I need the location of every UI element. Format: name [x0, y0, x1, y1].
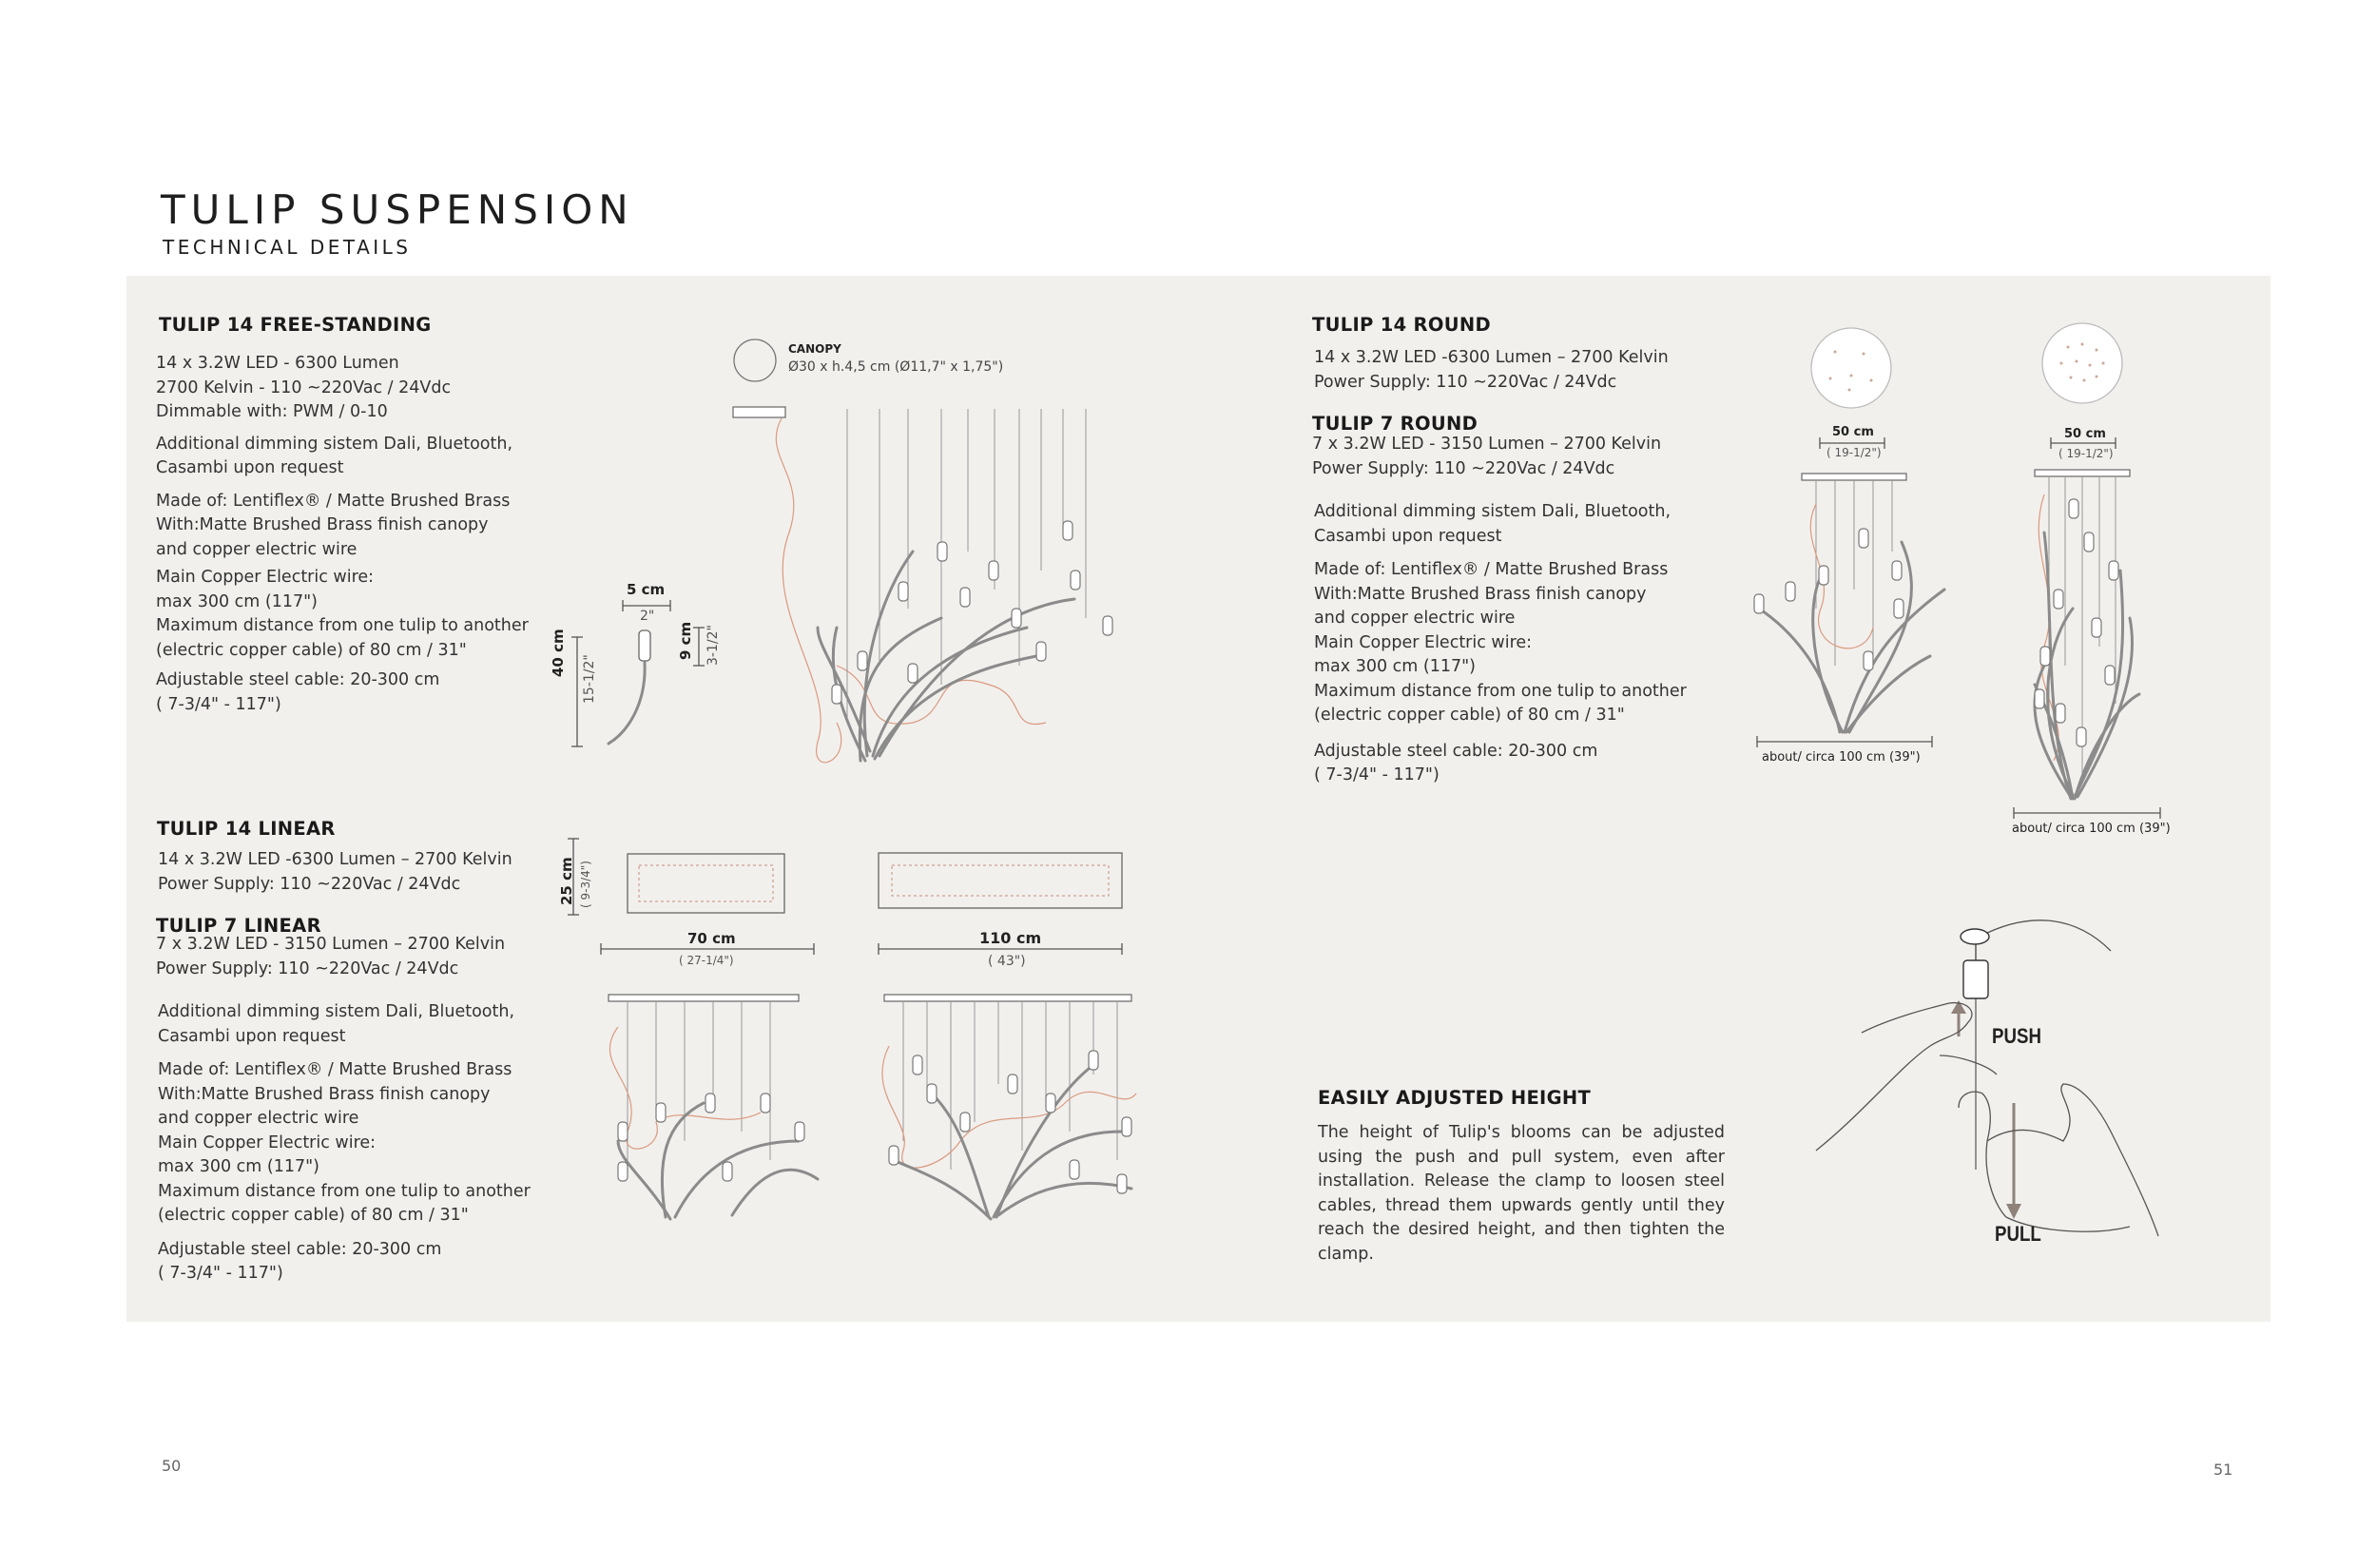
spec-line: max 300 cm (117") [1314, 657, 1476, 676]
round-7-specs [1312, 433, 1661, 481]
spec-line: Power Supply: 110 ~220Vac / 24Vdc [156, 958, 459, 978]
spec-line: Power Supply: 110 ~220Vac / 24Vdc [158, 874, 461, 894]
spec-line: Main Copper Electric wire: [1314, 632, 1533, 652]
spec-line: Additional dimming sistem Dali, Bluetooth, [1314, 502, 1672, 521]
page-number-left: 50 [162, 1457, 182, 1475]
spec-line: Additional dimming sistem Dali, Bluetooth, [156, 434, 513, 454]
spec-line: Power Supply: 110 ~220Vac / 24Vdc [1314, 372, 1617, 392]
dim-70in: ( 27-1/4") [679, 954, 734, 967]
spec-line: With:Matte Brushed Brass finish canopy [1314, 584, 1647, 604]
page-title: TULIP SUSPENSION [161, 186, 634, 233]
spec-line: With:Matte Brushed Brass finish canopy [158, 1084, 491, 1104]
spec-line: Maximum distance from one tulip to another [158, 1181, 531, 1201]
spec-line: With:Matte Brushed Brass finish canopy [156, 515, 489, 534]
spec-line: (electric copper cable) of 80 cm / 31" [1314, 706, 1625, 725]
spec-line: Made of: Lentiflex® / Matte Brushed Brass [156, 491, 511, 511]
round-dim-a-cm: 50 cm [1832, 425, 1874, 439]
linear-7-specs [156, 933, 505, 981]
dim-40cm: 40 cm [550, 629, 567, 677]
push-pull-illustration [0, 0, 1, 1]
spec-line: and copper electric wire [158, 1109, 359, 1128]
spec-line: Maximum distance from one tulip to another [156, 616, 529, 635]
spec-line: max 300 cm (117") [158, 1157, 319, 1176]
spec-line: 14 x 3.2W LED - 6300 Lumen [156, 354, 399, 373]
pull-label: PULL [1995, 1222, 2041, 1246]
dim-25cm: 25 cm [558, 857, 575, 905]
round-dim-b-in: ( 19-1/2") [2058, 447, 2114, 460]
dim-70cm: 70 cm [687, 930, 736, 947]
spec-line: Main Copper Electric wire: [158, 1132, 377, 1152]
round-dim-b-cm: 50 cm [2064, 427, 2106, 441]
spec-line: and copper electric wire [1314, 609, 1516, 628]
spec-line: 14 x 3.2W LED -6300 Lumen – 2700 Kelvin [1314, 348, 1669, 367]
spec-line: 2700 Kelvin - 110 ~220Vac / 24Vdc [156, 377, 452, 397]
round-specs-more [1314, 500, 1687, 788]
spec-line: Main Copper Electric wire: [156, 568, 375, 587]
round-14-heading: TULIP 14 ROUND [1312, 314, 1491, 336]
spec-line: Power Supply: 110 ~220Vac / 24Vdc [1312, 458, 1615, 478]
dim-5in: 2" [640, 609, 655, 624]
adjust-text: The height of Tulip's blooms can be adjusted using the push and pull system, even after installation. Release the clamp to loosen steel cables, thread them upwards gently until they reach the desired height, and then tighten the clamp. [1318, 1123, 1725, 1264]
spec-line: Dimmable with: PWM / 0-10 [156, 402, 388, 421]
spec-line: ( 7-3/4" - 117") [156, 694, 281, 714]
round-about-b: about/ circa 100 cm (39") [2012, 822, 2171, 836]
round-14-specs [1314, 346, 1669, 395]
spec-line: (electric copper cable) of 80 cm / 31" [158, 1206, 469, 1225]
spec-line: 7 x 3.2W LED - 3150 Lumen – 2700 Kelvin [156, 935, 506, 954]
linear-7-heading: TULIP 7 LINEAR [156, 915, 321, 937]
dim-9cm: 9 cm [677, 621, 694, 660]
dim-9in: 3-1/2" [705, 625, 721, 666]
free-standing-heading: TULIP 14 FREE-STANDING [159, 314, 432, 336]
spec-line: 14 x 3.2W LED -6300 Lumen – 2700 Kelvin [158, 850, 512, 869]
spec-line: Casambi upon request [156, 458, 344, 477]
spec-line: Made of: Lentiflex® / Matte Brushed Brass [1314, 560, 1669, 579]
linear-14-specs [158, 848, 512, 897]
spec-line: Casambi upon request [1314, 526, 1502, 546]
spec-line: (electric copper cable) of 80 cm / 31" [156, 640, 467, 660]
page-number-right: 51 [2213, 1461, 2233, 1479]
spec-line: and copper electric wire [156, 539, 358, 559]
spec-line: Maximum distance from one tulip to another [1314, 681, 1687, 701]
linear-14-heading: TULIP 14 LINEAR [157, 818, 336, 840]
dim-110cm: 110 cm [979, 929, 1042, 947]
dim-5cm: 5 cm [627, 581, 666, 598]
spec-line: max 300 cm (117") [156, 591, 318, 611]
spec-line: Adjustable steel cable: 20-300 cm [156, 670, 440, 689]
dim-25in: ( 9-3/4") [579, 861, 592, 908]
round-7-heading: TULIP 7 ROUND [1312, 413, 1478, 435]
dim-110in: ( 43") [988, 954, 1026, 969]
linear-specs-more [158, 1000, 531, 1287]
dim-40in: 15-1/2" [582, 654, 597, 704]
spec-line: 7 x 3.2W LED - 3150 Lumen – 2700 Kelvin [1312, 435, 1662, 454]
canopy-dims: Ø30 x h.4,5 cm (Ø11,7" x 1,75") [788, 359, 1004, 375]
spec-line: ( 7-3/4" - 117") [158, 1264, 283, 1283]
round-about-a: about/ circa 100 cm (39") [1762, 750, 1921, 765]
spec-line: Adjustable steel cable: 20-300 cm [1314, 741, 1598, 761]
spec-line: Made of: Lentiflex® / Matte Brushed Brass [158, 1060, 512, 1079]
free-standing-specs [156, 352, 529, 717]
round-dim-a-in: ( 19-1/2") [1826, 446, 1882, 459]
push-label: PUSH [1992, 1024, 2041, 1048]
spec-line: Additional dimming sistem Dali, Bluetooth, [158, 1002, 515, 1021]
page-subtitle: TECHNICAL DETAILS [163, 236, 412, 259]
spec-line: Casambi upon request [158, 1026, 346, 1046]
adjust-heading: EASILY ADJUSTED HEIGHT [1318, 1087, 1592, 1109]
canopy-label: CANOPY [788, 342, 841, 356]
spec-line: ( 7-3/4" - 117") [1314, 765, 1440, 784]
spec-line: Adjustable steel cable: 20-300 cm [158, 1239, 442, 1259]
